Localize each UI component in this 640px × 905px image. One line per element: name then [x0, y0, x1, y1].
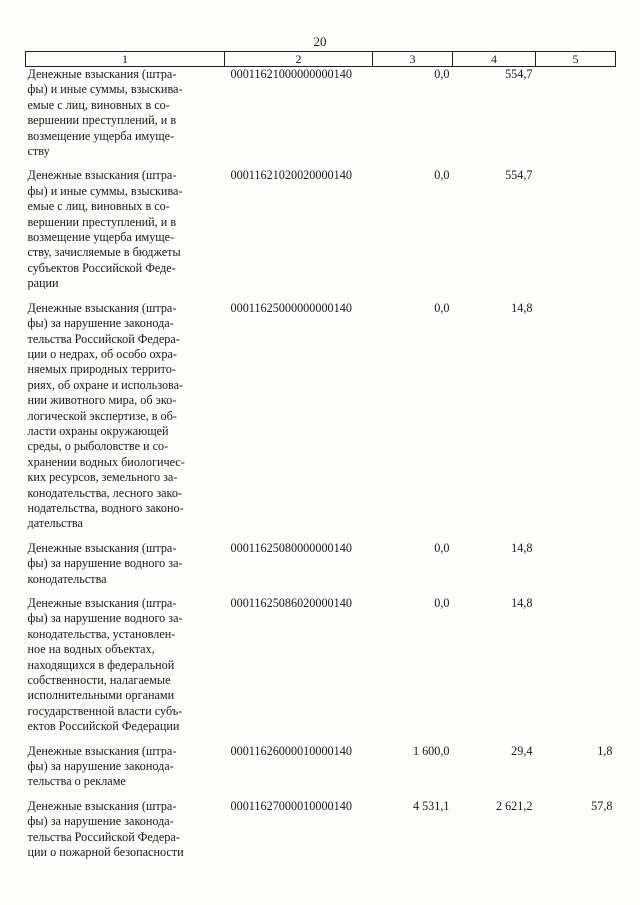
- table-row: [26, 301, 616, 541]
- row-name-line: среды, о рыболовстве и со-: [27, 439, 169, 454]
- row-name-line: дательства: [27, 516, 83, 531]
- row-name-line: хранении водных биологичес-: [27, 454, 185, 469]
- row-name-line: тельства о рекламе: [27, 774, 126, 789]
- row-name-line: Денежные взыскания (штра-: [27, 300, 177, 315]
- row-name-line: ектов Российской Федерации: [27, 719, 180, 734]
- row-name-line: фы) и иные суммы, взыскива-: [27, 82, 183, 97]
- row-name-line: ное на водных объектах,: [27, 642, 155, 657]
- row-name-line: ких ресурсов, земельного за-: [27, 470, 178, 485]
- row-code-cell: 00011625000000000140: [230, 300, 352, 315]
- row-col3-cell: 0,0: [434, 67, 450, 81]
- row-name-line: субъектов Российской Феде-: [27, 260, 176, 275]
- row-name-line: Денежные взыскания (штра-: [27, 596, 177, 610]
- row-col3-cell: 1 600,0: [412, 743, 450, 758]
- row-name-line: ласти охраны окружающей: [27, 423, 169, 438]
- row-name-line: фы) за нарушение законода-: [27, 759, 174, 774]
- row-col4-cell: 554,7: [505, 67, 533, 81]
- row-col5-cell: 1,8: [597, 743, 613, 758]
- row-name-line: няемых природных террито-: [27, 362, 176, 377]
- header-col-2: 2: [225, 52, 373, 67]
- header-col-4: 4: [453, 52, 536, 67]
- row-code-cell: 00011627000010000140: [230, 798, 352, 813]
- row-name-line: ции о недрах, об особо охра-: [27, 346, 177, 361]
- row-col3-cell: 0,0: [434, 596, 450, 610]
- row-name-line: конодательства, установлен-: [27, 626, 176, 641]
- row-name-line: тельства Российской Федера-: [27, 331, 180, 346]
- row-name-line: вершении преступлений, и в: [27, 214, 177, 229]
- row-name-cell: [26, 541, 225, 596]
- row-name-line: Денежные взыскания (штра-: [27, 67, 177, 81]
- row-name-line: конодательства: [27, 571, 107, 586]
- row-col4-cell: 14,8: [511, 300, 533, 315]
- row-name-line: фы) за нарушение законода-: [27, 316, 174, 331]
- row-col3-cell: 4 531,1: [412, 798, 450, 813]
- row-col5-cell: [536, 67, 616, 169]
- row-name-line: фы) за нарушение водного за-: [27, 556, 183, 571]
- row-col3-cell: 0,0: [434, 168, 450, 183]
- row-name-line: фы) за нарушение водного за-: [27, 611, 183, 626]
- row-code-cell: 00011625080000000140: [230, 540, 352, 555]
- row-col4-cell: 2 621,2: [495, 798, 533, 813]
- row-name-line: возмещение ущерба имуще-: [27, 230, 175, 245]
- row-name-line: находящихся в федеральной: [27, 657, 175, 672]
- row-name-line: ству, зачисляемые в бюджеты: [27, 245, 181, 260]
- row-name-line: ству: [27, 144, 50, 159]
- row-name-line: логической экспертизе, в об-: [27, 408, 177, 423]
- row-name-cell: [26, 67, 225, 169]
- row-name-cell: [26, 744, 225, 799]
- row-col4-cell: 29,4: [511, 743, 533, 758]
- row-name-cell: [26, 799, 225, 870]
- row-col5-cell: [536, 596, 616, 744]
- table-row: [26, 744, 616, 799]
- table-row: [26, 168, 616, 300]
- row-name-cell: [26, 168, 225, 300]
- row-name-line: исполнительными органами: [27, 688, 175, 703]
- table-header: [26, 52, 616, 67]
- row-col3-cell: 0,0: [434, 540, 450, 555]
- row-name-line: тельства Российской Федера-: [27, 829, 180, 844]
- row-name-line: вершении преступлений, и в: [27, 113, 177, 128]
- row-name-line: емые с лиц, виновных в со-: [27, 199, 170, 214]
- row-name-line: ции о пожарной безопасности: [27, 845, 184, 860]
- row-name-line: собственности, налагаемые: [27, 673, 171, 688]
- row-col5-cell: [536, 168, 616, 300]
- page-number: 20: [313, 34, 327, 49]
- budget-revenue-table: [25, 51, 616, 870]
- row-col3-cell: 0,0: [434, 300, 450, 315]
- row-name-line: рации: [27, 276, 59, 291]
- row-col4-cell: 14,8: [511, 596, 533, 610]
- row-col4-cell: 14,8: [511, 540, 533, 555]
- header-col-5: 5: [536, 52, 616, 67]
- row-name-cell: [26, 596, 225, 744]
- row-name-line: Денежные взыскания (штра-: [27, 168, 177, 183]
- row-code-cell: 00011626000010000140: [230, 743, 352, 758]
- row-col4-cell: 554,7: [505, 168, 533, 183]
- table-row: [26, 596, 616, 744]
- row-col5-cell: [536, 301, 616, 541]
- row-name-line: возмещение ущерба имуще-: [27, 128, 175, 143]
- row-name-line: Денежные взыскания (штра-: [27, 540, 177, 555]
- table-row: [26, 67, 616, 169]
- row-name-cell: [26, 301, 225, 541]
- table-row: [26, 541, 616, 596]
- row-name-line: нодательства, водного законо-: [27, 500, 184, 515]
- row-code-cell: 00011621020020000140: [230, 168, 352, 183]
- row-name-line: Денежные взыскания (штра-: [27, 743, 177, 758]
- table-body: [26, 67, 616, 870]
- row-name-line: Денежные взыскания (штра-: [27, 798, 177, 813]
- header-col-1: 1: [26, 52, 225, 67]
- row-name-line: фы) и иные суммы, взыскива-: [27, 183, 183, 198]
- row-name-line: фы) за нарушение законода-: [27, 814, 174, 829]
- row-col5-cell: 57,8: [591, 798, 613, 813]
- header-col-3: 3: [373, 52, 453, 67]
- row-name-line: государственной власти субъ-: [27, 703, 183, 718]
- row-name-line: емые с лиц, виновных в со-: [27, 97, 170, 112]
- row-name-line: нии животного мира, об эко-: [27, 393, 177, 408]
- row-code-cell: 00011625086020000140: [230, 596, 352, 610]
- row-name-line: конодательства, лесного зако-: [27, 485, 182, 500]
- row-col5-cell: [536, 541, 616, 596]
- row-name-line: риях, об охране и использова-: [27, 377, 184, 392]
- row-code-cell: 00011621000000000140: [230, 67, 352, 81]
- table-row: [26, 799, 616, 870]
